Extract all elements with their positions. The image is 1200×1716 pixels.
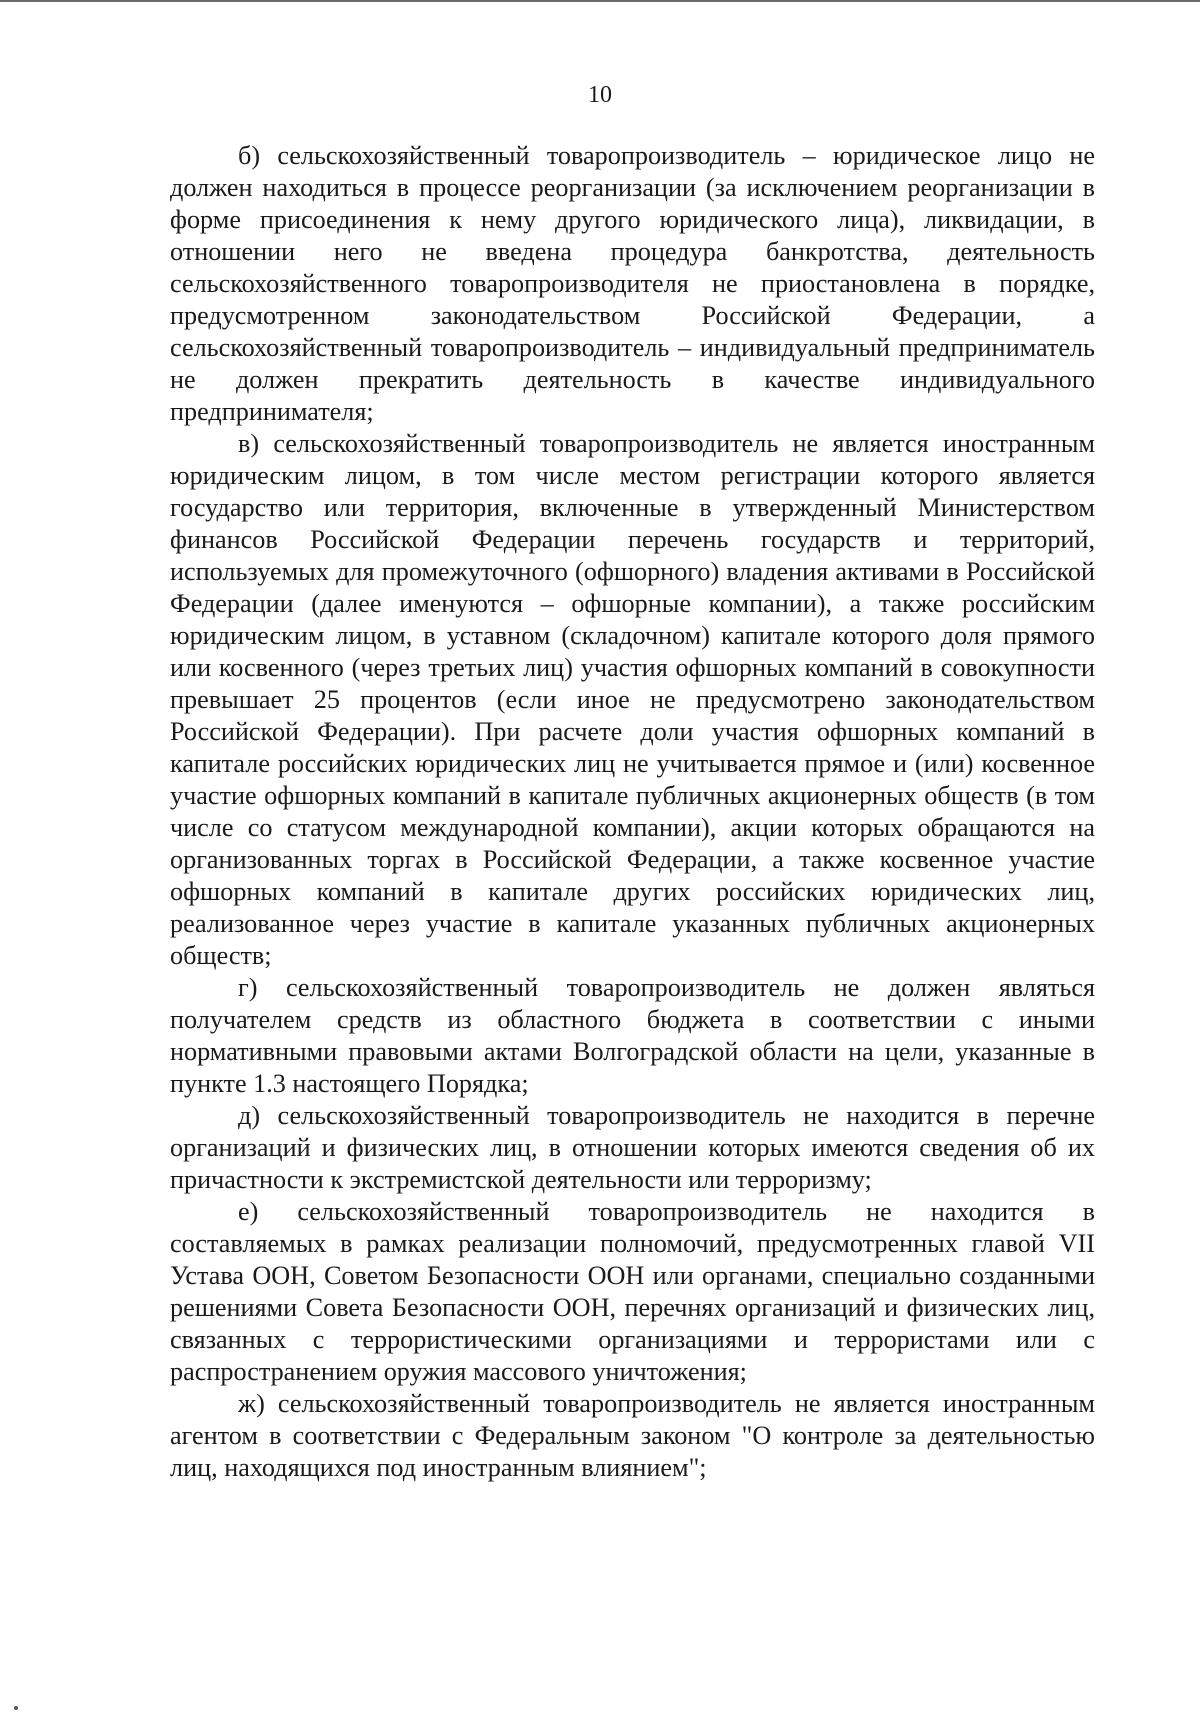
paragraph-d: д) сельскохозяйственный товаропроизводитель не находится в перечне организаций и физических лиц, в отношении которых имеются сведения об их причастности к экстремистской деятельности или терроризму; [170, 1101, 1095, 1194]
paragraph-e: е) сельскохозяйственный товаропроизводитель не находится в составляемых в рамках реализации полномочий, предусмотренных главой VII Устава ООН, Советом Безопасности ООН или органами, специально созданными решениями Совета Безопасности ООН, перечнях организаций и физических лиц, связанных с террористическими организациями и террористами или с распространением оружия массового уничтожения; [170, 1197, 1095, 1386]
page-number: 10 [588, 82, 612, 108]
document-body [170, 140, 1095, 1484]
paragraph-g: г) сельскохозяйственный товаропроизводитель не должен являться получателем средств из областного бюджета в соответствии с иными нормативными правовыми актами Волгоградской области на цели, указанные в пункте 1.3 настоящего Порядка; [170, 973, 1095, 1098]
scan-mark [14, 1706, 18, 1710]
page-top-edge [0, 0, 1200, 2]
paragraph-v: в) сельскохозяйственный товаропроизводитель не является иностранным юридическим лицом, в том числе местом регистрации которого является государство или территория, включенные в утвержденный Министерством финансов Российской Федерации перечень государств и территорий, используемых для промежуточного (офшорного) владения активами в Российской Федерации (далее именуются – офшорные компании), а также российским юридическим лицом, в уставном (складочном) капитале которого доля прямого или косвенного (через третьих лиц) участия офшорных компаний в совокупности превышает 25 процентов (если иное не предусмотрено законодательством Российской Федерации). При расчете доли участия офшорных компаний в капитале российских юридических лиц не учитывается прямое и (или) косвенное участие офшорных компаний в капитале публичных акционерных обществ (в том числе со статусом международной компании), акции которых обращаются на организованных торгах в Российской Федерации, а также косвенное участие офшорных компаний в капитале других российских юридических лиц, реализованное через участие в капитале указанных публичных акционерных обществ; [170, 429, 1095, 970]
paragraph-b: б) сельскохозяйственный товаропроизводитель – юридическое лицо не должен находиться в процессе реорганизации (за исключением реорганизации в форме присоединения к нему другого юридического лица), ликвидации, в отношении него не введена процедура банкротства, деятельность сельскохозяйственного товаропроизводителя не приостановлена в порядке, предусмотренном законодательством Российской Федерации, а сельскохозяйственный товаропроизводитель – индивидуальный предприниматель не должен прекратить деятельность в качестве индивидуального предпринимателя; [170, 141, 1095, 426]
paragraph-zh: ж) сельскохозяйственный товаропроизводитель не является иностранным агентом в соответствии с Федеральным законом "О контроле за деятельностью лиц, находящихся под иностранным влиянием"; [170, 1389, 1095, 1482]
